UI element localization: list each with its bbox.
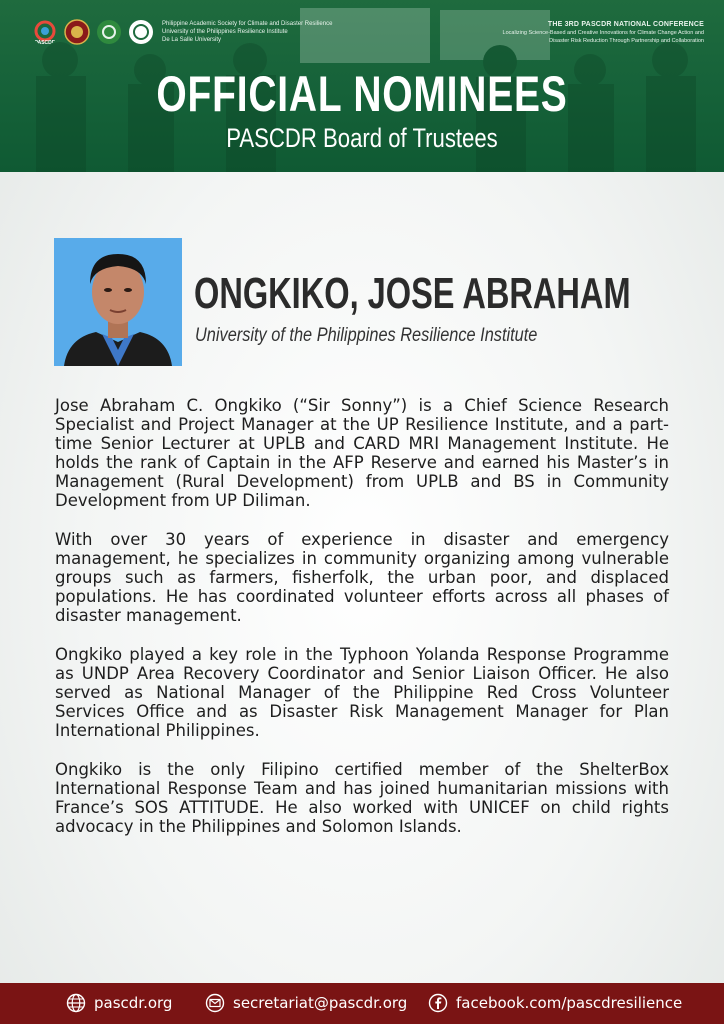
footer-facebook[interactable] (428, 993, 682, 1013)
nominee-affiliation: University of the Philippines Resilience Institute (195, 325, 538, 346)
org-line-3: De La Salle University (162, 37, 222, 43)
conference-info (503, 21, 704, 45)
bio-paragraph-1: Jose Abraham C. Ongkiko (“Sir Sonny”) is a Chief Science Research Specialist and Project Manager at the UP Resilience Institute, and a part-time Senior Lecturer at UPLB and CARD MRI Management Institute. He holds the rank of Captain in the AFP Reserve and earned his Master’s in Management (Rural Development) from UPLB and BS in Community Development from UP Diliman. (55, 396, 669, 510)
bio-paragraph-4: Ongkiko is the only Filipino certified member of the ShelterBox International Response Team and has joined humanitarian missions with France’s SOS ATTITUDE. He also worked with UNICEF on child rights advocacy in the Philippines and Solomon Islands. (55, 760, 669, 836)
conference-line-1: Localizing Science-Based and Creative Innovations for Climate Change Action and (502, 30, 704, 36)
up-seal-icon (64, 19, 90, 45)
footer-bar (0, 983, 724, 1024)
page-title: OFFICIAL NOMINEES (156, 66, 568, 122)
website-link[interactable]: pascdr.org (94, 994, 173, 1012)
facebook-link[interactable]: facebook.com/pascdresilience (456, 994, 683, 1012)
org-line-2: University of the Philippines Resilience Institute (162, 29, 288, 35)
bio-paragraph-2: With over 30 years of experience in disaster and emergency management, he specializes in community organizing among vulnerable groups such as farmers, fisherfolk, the urban poor, and displaced populations. He has coordinated volunteer efforts across all phases of disaster management. (55, 530, 669, 625)
dlsu-logo-icon (96, 19, 122, 45)
logo-group (32, 19, 154, 45)
organization-names (162, 20, 332, 44)
page-subtitle: PASCDR Board of Trustees (226, 123, 498, 153)
email-icon (205, 993, 225, 1013)
pascdr-logo-icon (32, 19, 58, 45)
footer-website[interactable] (66, 993, 172, 1013)
nominee-portrait-image (54, 238, 182, 366)
nominee-photo (54, 238, 182, 366)
pascdr-logo-text: PASCDR (34, 40, 56, 45)
bio-paragraph-3: Ongkiko played a key role in the Typhoon Yolanda Response Programme as UNDP Area Recovery Coordinator and Senior Liaison Officer. He also served as National Manager of the Philippine Red Cross Volunteer Services Office and as Disaster Risk Management Manager for Plan International Philippines. (55, 645, 669, 740)
footer-email[interactable] (205, 993, 407, 1013)
resilience-institute-logo-icon (128, 19, 154, 45)
globe-icon (66, 993, 86, 1013)
nominee-biography (55, 396, 669, 856)
email-link[interactable]: secretariat@pascdr.org (233, 994, 408, 1012)
org-line-1: Philippine Academic Society for Climate and Disaster Resilience (162, 21, 333, 27)
nominee-name: ONGKIKO, JOSE ABRAHAM (194, 269, 631, 318)
conference-title: THE 3RD PASCDR NATIONAL CONFERENCE (547, 21, 704, 28)
header-banner (0, 0, 724, 172)
facebook-icon (428, 993, 448, 1013)
conference-line-2: Disaster Risk Reduction Through Partnership and Collaboration (549, 38, 704, 44)
